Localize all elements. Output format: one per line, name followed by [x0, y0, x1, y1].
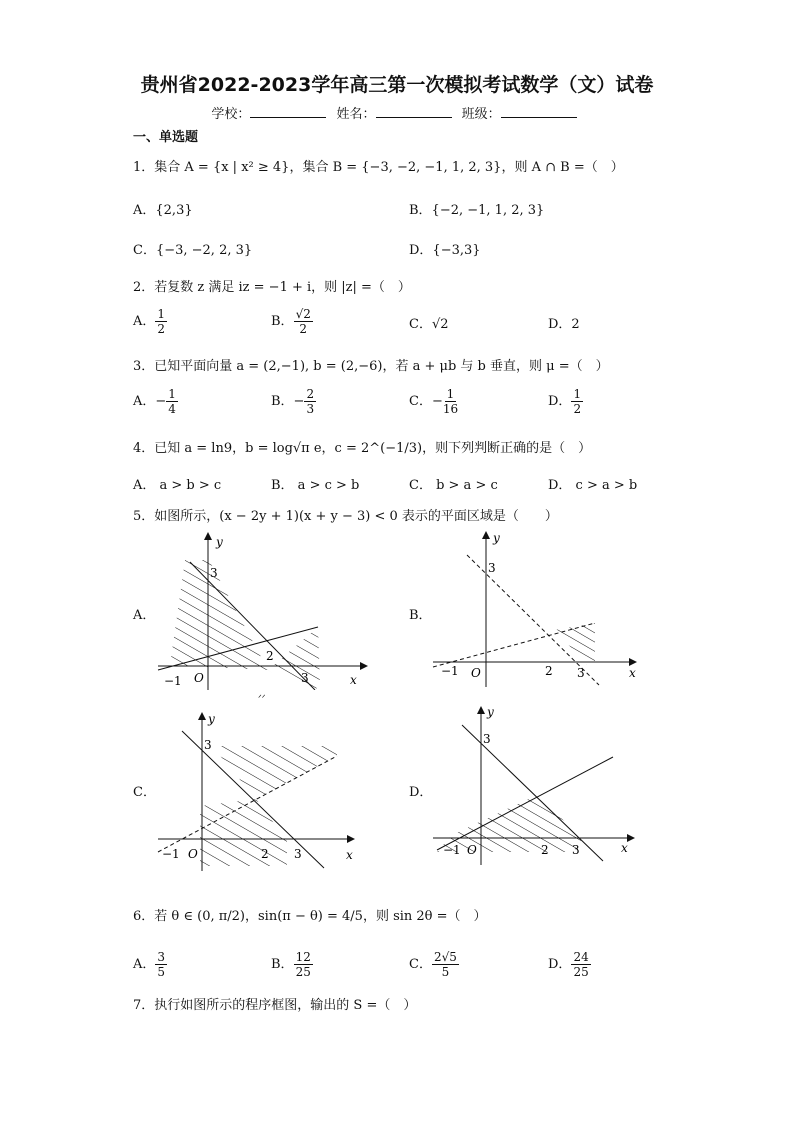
question-5-option-a-label: A．: [133, 608, 156, 623]
graph-d: [427, 700, 647, 865]
tick-3: 3: [577, 666, 585, 680]
question-2-option-a: A． $\frac{1}{2}$: [133, 307, 166, 336]
name-blank: [376, 106, 452, 118]
x-axis-arrow: [347, 835, 355, 843]
y-axis-arrow: [198, 712, 206, 720]
question-3-option-b: B．− $\frac{2}{3}$: [271, 387, 315, 416]
question-4-stem: 4．已知 a = ln9，b = log√π e，c = 2^(−1/3)，则下列判断正确的是（ ）: [133, 441, 592, 456]
axis-y-label: y: [216, 535, 223, 549]
question-5-stem: 5．如图所示，(x − 2y + 1)(x + y − 3) < 0 表示的平面区域是（ ）: [133, 509, 558, 524]
question-1-option-c: C．{−3, −2, 2, 3}: [133, 243, 253, 258]
question-3-option-d: D． $\frac{1}{2}$: [548, 387, 582, 416]
tick-neg1: −1: [162, 847, 180, 861]
question-6-stem: 6．若 θ ∈ (0, π/2)，sin(π − θ) = 4/5，则 sin 2θ =（ ）: [133, 909, 487, 924]
section-heading: 一、单选题: [133, 130, 199, 145]
origin-label: O: [467, 843, 477, 857]
tick-y3: 3: [488, 561, 496, 575]
question-1-option-d: D．{−3,3}: [409, 243, 481, 258]
question-1-option-a: A．{2,3}: [133, 203, 193, 218]
tick-3: 3: [572, 843, 580, 857]
region-b: [555, 623, 595, 665]
axis-x-label: x: [629, 666, 636, 680]
region-a-right: [268, 627, 320, 690]
axis-x-label: x: [621, 841, 628, 855]
question-1-option-b: B．{−2, −1, 1, 2, 3}: [409, 203, 545, 218]
tick-3: 3: [301, 671, 309, 685]
name-label: 姓名：: [336, 107, 376, 122]
graph-b: [427, 527, 647, 687]
school-label: 学校：: [211, 107, 251, 122]
question-5-option-b-label: B．: [409, 608, 432, 623]
origin-label: O: [188, 847, 198, 861]
question-6-option-c: C． $\frac{2√5}{5}$: [409, 950, 457, 979]
axis-y-label: y: [208, 712, 215, 726]
page-title: 贵州省2022-2023学年高三第一次模拟考试数学（文）试卷: [140, 74, 654, 96]
axis-x-label: x: [346, 848, 353, 862]
question-2-option-d: D．2: [548, 317, 580, 332]
question-6-option-a: A． $\frac{3}{5}$: [133, 950, 166, 979]
tick-neg1: −1: [164, 674, 182, 688]
tick-y3: 3: [210, 566, 218, 580]
tick-2: 2: [266, 649, 274, 663]
graph-a: [150, 530, 370, 690]
question-7-stem: 7．执行如图所示的程序框图，输出的 S =（ ）: [133, 998, 417, 1013]
question-5-option-c-label: C．: [133, 785, 156, 800]
graph-c: [152, 706, 372, 871]
axis-y-label: y: [487, 705, 494, 719]
question-3-option-c: C．− $\frac{1}{16}$: [409, 387, 459, 416]
student-info-line: [0, 103, 794, 122]
axis-x-label: x: [350, 673, 357, 687]
class-blank: [501, 106, 577, 118]
y-axis-arrow: [482, 531, 490, 539]
question-4-option-b: B． a > c > b: [271, 478, 360, 493]
region-c-top: [212, 746, 337, 799]
x-axis-arrow: [360, 662, 368, 670]
tick-3: 3: [294, 847, 302, 861]
question-6-option-d: D． $\frac{24}{25}$: [548, 950, 589, 979]
question-4-option-c: C． b > a > c: [409, 478, 498, 493]
question-3-option-a: A．− $\frac{1}{4}$: [133, 387, 176, 416]
tick-2: 2: [541, 843, 549, 857]
x-axis-arrow: [627, 834, 635, 842]
axis-y-label: y: [493, 531, 500, 545]
tick-2: 2: [261, 847, 269, 861]
question-1-stem: 1．集合 A = {x | x² ≥ 4}，集合 B = {−3, −2, −1, 1, 2, 3}，则 A ∩ B =（ ）: [133, 160, 624, 175]
class-label: 班级：: [461, 107, 501, 122]
tick-y3: 3: [204, 738, 212, 752]
school-blank: [250, 106, 326, 118]
tick-y3: 3: [483, 732, 491, 746]
question-2-option-c: C．√2: [409, 317, 449, 332]
region-c-bottom: [200, 799, 287, 866]
y-axis-arrow: [477, 706, 485, 714]
origin-label: O: [194, 671, 204, 685]
question-5-option-d-label: D．: [409, 785, 433, 800]
question-3-stem: 3．已知平面向量 a = (2,−1), b = (2,−6)，若 a + μb 与 b 垂直，则 μ =（ ）: [133, 359, 609, 374]
question-2-stem: 2．若复数 z 满足 iz = −1 + i，则 |z| =（ ）: [133, 280, 411, 295]
y-axis-arrow: [204, 532, 212, 540]
question-4-option-d: D． c > a > b: [548, 478, 638, 493]
stray-mark: ᐟᐟ: [258, 694, 266, 704]
question-2-option-b: B． $\frac{√2}{2}$: [271, 307, 311, 336]
question-6-option-b: B． $\frac{12}{25}$: [271, 950, 311, 979]
tick-neg1: −1: [441, 664, 459, 678]
x-axis-arrow: [629, 658, 637, 666]
tick-neg1: −1: [443, 843, 461, 857]
tick-2: 2: [545, 664, 553, 678]
question-4-option-a: A． a > b > c: [133, 478, 222, 493]
origin-label: O: [471, 666, 481, 680]
